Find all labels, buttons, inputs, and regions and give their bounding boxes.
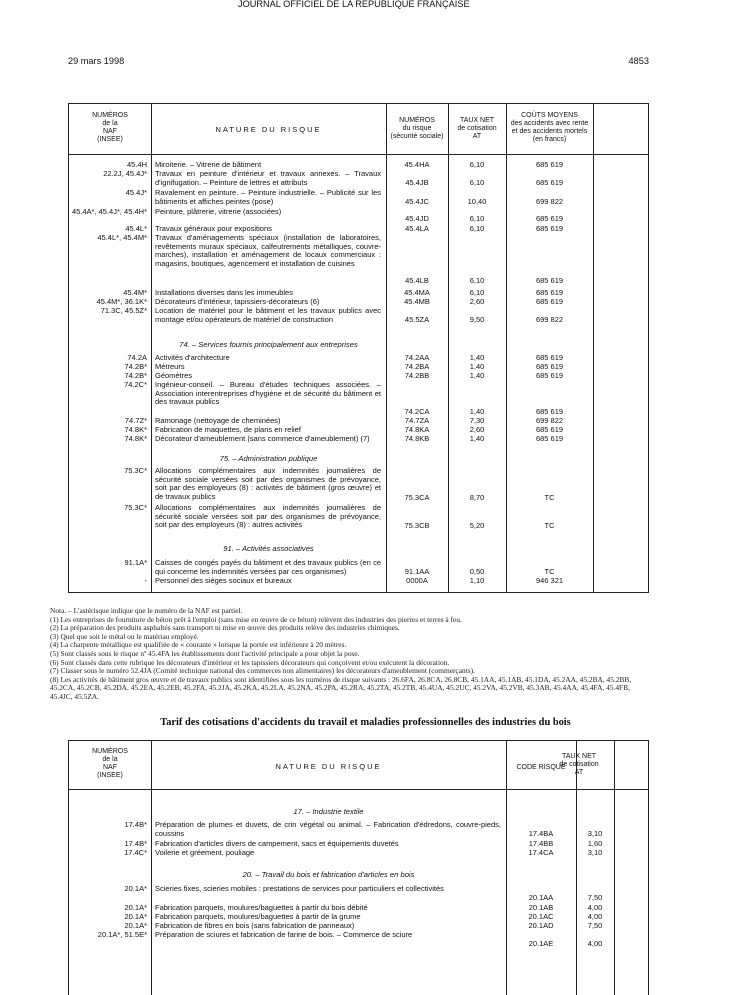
risk-code: 20.1AC [528, 912, 554, 921]
section-heading: 91. – Activités associatives [223, 544, 314, 553]
risk-number: 74.2BB [404, 371, 430, 380]
risk-number: 45.4HA [404, 160, 430, 169]
average-cost: TC [544, 567, 555, 576]
rate-value: 2,60 [469, 425, 485, 434]
naf-number: - [144, 576, 147, 585]
risk-number: 45.4JC [405, 197, 429, 206]
table-row [69, 170, 648, 188]
rate-value: 7,50 [587, 921, 603, 930]
risk-code: 20.1AD [528, 921, 554, 930]
risk-description: Miroiterie. – Vitrerie de bâtiment [155, 160, 262, 169]
risk-number: 45.4MA [404, 288, 430, 297]
risk-description: Ravalement en peinture. – Peinture industrielle. – Publicité sur les bâtiments et affiches peintes (pose) [155, 188, 381, 206]
table-row [69, 849, 648, 858]
rate-value: 4,00 [587, 939, 603, 948]
footnote: Nota. – L'astérisque indique que le numéro de la NAF est partiel. [50, 606, 243, 615]
footnotes [50, 607, 653, 702]
average-cost: 699 822 [535, 315, 564, 324]
average-cost: 685 619 [535, 362, 564, 371]
risk-description: Fabrication de fibres en bois (sans fabrication de panneaux) [155, 921, 355, 930]
table-row [69, 885, 648, 903]
average-cost: 685 619 [535, 371, 564, 380]
risk-description: Travaux d'aménagements spéciaux (installation de laboratoires, revêtements muraux spéciaux, calfeutrements métalliques, couvre-marches), installation et aménagement de locaux commerciaux : magasins, boutiques, agencement et installation de cuisines [155, 233, 381, 268]
table-row [69, 381, 648, 417]
risk-description: Personnel des sièges sociaux et bureaux [155, 576, 292, 585]
risk-number: 45.5ZA [404, 315, 430, 324]
section-heading: 17. – Industrie textile [293, 807, 364, 816]
risk-code: 20.1AA [528, 893, 554, 902]
risk-code: 20.1AE [528, 939, 554, 948]
table-row [69, 931, 648, 949]
risk-description: Décorateurs d'intérieur, tapissiers-décorateurs (6) [155, 297, 320, 306]
naf-number: 74.2A [127, 353, 147, 362]
rate-value: 8,70 [469, 493, 485, 502]
risk-number: 75.3CB [404, 521, 430, 530]
average-cost: 685 619 [535, 160, 564, 169]
naf-number: 17.4B* [124, 820, 147, 829]
footnote: (7) Classer sous le numéro 52.4JA (Comité technique national des commerces non alimentaires) les décorateurs d'ameublement (commerçants). [50, 666, 475, 676]
footnote: (2) La préparation des produits asphaltés sans transport ni mise en œuvre des produits relève des industries chimiques. [50, 623, 400, 633]
naf-number: 45.4M*, 36.1K* [96, 297, 147, 306]
naf-number: 75.3C* [124, 466, 147, 475]
section-heading: 74. – Services fournis principalement aux entreprises [179, 340, 358, 349]
average-cost: 685 619 [535, 288, 564, 297]
naf-number: 74.2C* [124, 380, 147, 389]
rate-value: 1,40 [469, 371, 485, 380]
risk-description: Peinture, plâtrerie, vitrerie (associées) [155, 207, 282, 216]
rate-value: 7,30 [469, 416, 485, 425]
rate-value: 9,50 [469, 315, 485, 324]
risk-description: Ingénieur-conseil. – Bureau d'études techniques associées. – Association interentreprises d'hygiène et de sécurité du bâtiment et des travaux publics [155, 380, 381, 407]
naf-number: 20.1A*, 51.5E* [97, 930, 147, 939]
rate-value: 6,10 [469, 288, 485, 297]
risk-description: Allocations complémentaires aux indemnités journalières de sécurité sociale versées soit par des organismes de prévoyance, soit par des employeurs (8) : autres activités [155, 503, 381, 530]
col-header-code: CODE RISQUE [516, 764, 566, 771]
table-row [69, 504, 648, 531]
average-cost: 685 619 [535, 407, 564, 416]
risk-number: 45.4MB [404, 297, 430, 306]
naf-number: 74.2B* [124, 371, 147, 380]
header-date: 29 mars 1998 [68, 56, 125, 66]
risk-code: 20.1AB [528, 903, 554, 912]
risk-description: Préparation de sciures et fabrication de farine de bois. – Commerce de sciure [155, 930, 413, 939]
naf-number: 74.7Z* [124, 416, 147, 425]
table-row [69, 559, 648, 577]
col-header-average-cost: COÛTS MOYENS des accidents avec rente et des accidents mortels (en francs) [510, 112, 589, 143]
average-cost: 685 619 [535, 214, 564, 223]
risk-description: Géomètres [155, 371, 193, 380]
risk-code: 17.4BA [528, 829, 554, 838]
risk-description: Installations diverses dans les immeubles [155, 288, 293, 297]
rate-value: 1,60 [587, 839, 603, 848]
rate-value: 10,40 [467, 197, 487, 206]
risk-number: 45.4LA [405, 224, 429, 233]
section-heading: 75. – Administration publique [219, 454, 318, 463]
section-heading: 20. – Travail du bois et fabrication d'articles en bois [242, 870, 415, 879]
table-row [69, 577, 648, 586]
average-cost: TC [544, 493, 555, 502]
risk-description: Voilerie et gréement, pouliage [155, 848, 255, 857]
header-journal: JOURNAL OFFICIEL DE LA RÉPUBLIQUE FRANÇAISE [238, 0, 470, 9]
risk-number: 45.4LB [405, 276, 429, 285]
footnote: (8) Les activités de bâtiment gros œuvre et de travaux publics sont identifiées sous les numéros de risque suivants : 26.6FA, 26.8CA, 26.8CB, 45.1AA, 45.1AB, 45.1DA, 45.2AA, 45.2BA, 45.2BB, 45.2CA, 45.2CB, 45.2DA, 45.2EA, 45.2EB, 45.2FA, 45.2JA, 45.2KA, 45.2LA, 45.2NA, 45.2PA, 45.2RA, 45.2TA, 45.2TB, 45.4UA, 45.2UC, 45.2VA, 45.2VB, 45.3AB, 45.4AA, 45.4FA, 45.4FB, 45.4JC, 45.5ZA. [50, 674, 632, 701]
risk-description: Fabrication de maquettes, de plans en relief [155, 425, 301, 434]
section-title-wood: Tarif des cotisations d'accidents du travail et maladies professionnelles des industries du bois [160, 717, 571, 728]
risk-description: Préparation de plumes et duvets, de crin végétal ou animal. – Fabrication d'édredons, couvre-pieds, coussins [155, 820, 501, 838]
rate-value: 7,50 [587, 893, 603, 902]
risk-table-building [68, 103, 649, 593]
risk-number: 45.4JB [405, 178, 429, 187]
rate-value: 0,50 [469, 567, 485, 576]
naf-number: 45.4M* [123, 288, 147, 297]
risk-code: 17.4BB [528, 839, 554, 848]
average-cost: 685 619 [535, 297, 564, 306]
average-cost: 685 619 [535, 276, 564, 285]
table-row [69, 208, 648, 224]
risk-description: Ramonage (nettoyage de cheminées) [155, 416, 281, 425]
rate-value: 1,10 [469, 576, 485, 585]
risk-number: 74.8KB [404, 434, 430, 443]
risk-number: 0000A [406, 576, 428, 585]
average-cost: TC [544, 521, 555, 530]
risk-description: Décorateur d'ameublement (sans commerce d'ameublement) (7) [155, 434, 370, 443]
table-row [69, 821, 648, 839]
risk-table-wood [68, 740, 649, 995]
naf-number: 22.2J, 45.4J* [103, 169, 147, 178]
footnote: (3) Quel que soit le métal ou le matériau employé. [50, 631, 199, 641]
footnote: (4) La charpente métallique est qualifiée de « courante » lorsque la portée est inférieure à 20 mètres. [50, 640, 347, 650]
risk-description: Scieries fixes, scieries mobiles : prestations de services pour particuliers et collectivités [155, 884, 444, 893]
naf-number: 20.1A* [124, 884, 147, 893]
risk-description: Travaux généraux pour expositions [155, 224, 272, 233]
average-cost: 699 822 [535, 197, 564, 206]
rate-value: 6,10 [469, 276, 485, 285]
naf-number: 91.1A* [124, 558, 147, 567]
rate-value: 3,10 [587, 829, 603, 838]
average-cost: 685 619 [535, 224, 564, 233]
average-cost: 685 619 [535, 425, 564, 434]
col-header-nature: NATURE DU RISQUE [215, 125, 322, 134]
average-cost: 699 822 [535, 416, 564, 425]
risk-number: 74.2CA [404, 407, 430, 416]
naf-number: 45.4L*, 45.4M* [97, 233, 147, 242]
naf-number: 17.4B* [124, 839, 147, 848]
risk-description: Métreurs [155, 362, 185, 371]
naf-number: 71.3C, 45.5Z* [100, 306, 147, 315]
naf-number: 20.1A* [124, 903, 147, 912]
col-header-naf: NUMÉROS de la NAF (INSEE) [92, 112, 128, 143]
risk-description: Fabrication d'articles divers de campement, sacs et équipements duvetés [155, 839, 399, 848]
naf-number: 74.8K* [124, 425, 147, 434]
rate-value: 5,20 [469, 521, 485, 530]
naf-number: 45.4A*, 45.4J*, 45.4H* [71, 207, 147, 216]
naf-number: 20.1A* [124, 912, 147, 921]
risk-number: 74.8KA [404, 425, 430, 434]
naf-number: 45.4H [126, 160, 147, 169]
col-header-naf: NUMÉROS de la NAF (INSEE) [92, 748, 128, 779]
table-row [69, 234, 648, 286]
rate-value: 1,40 [469, 407, 485, 416]
footnote: (5) Sont classés sous le risque nº 45.4FA les établissements dont l'activité principale a pour objet la pose. [50, 648, 360, 658]
rate-value: 3,10 [587, 848, 603, 857]
risk-number: 91.1AA [404, 567, 430, 576]
risk-description: Fabrication parquets, moulures/baguettes à partir du bois débité [155, 903, 368, 912]
col-header-rate: TAUX NET de cotisation AT [559, 753, 599, 776]
naf-number: 45.4J* [125, 188, 147, 197]
risk-description: Travaux en peinture d'intérieur et travaux annexes. – Travaux d'ignifugation. – Peinture de lettres et attributs [155, 169, 381, 187]
rate-value: 1,40 [469, 434, 485, 443]
risk-code: 17.4CA [528, 848, 554, 857]
header-page-number: 4853 [628, 56, 649, 66]
average-cost: 685 619 [535, 434, 564, 443]
risk-description: Caisses de congés payés du bâtiment et des travaux publics (en ce qui concerne les indemnités versées par ces organismes) [155, 558, 381, 576]
rate-value: 6,10 [469, 224, 485, 233]
naf-number: 74.8K* [124, 434, 147, 443]
risk-number: 74.2AA [404, 353, 430, 362]
naf-number: 45.4L* [125, 224, 147, 233]
risk-description: Activités d'architecture [155, 353, 230, 362]
footnote: (1) Les entreprises de fourniture de béton prêt à l'emploi (sans mise en œuvre de ce béton) relèvent des industries des pierres et terres à feu. [50, 614, 462, 624]
risk-number: 75.3CA [404, 493, 430, 502]
rate-value: 4,00 [587, 912, 603, 921]
rate-value: 2,60 [469, 297, 485, 306]
naf-number: 20.1A* [124, 921, 147, 930]
risk-description: Location de matériel pour le bâtiment et les travaux publics avec montage et/ou opérateurs de matériel de construction [155, 306, 381, 324]
col-header-rate: TAUX NET de cotisation AT [457, 117, 497, 140]
naf-number: 74.2B* [124, 362, 147, 371]
average-cost: 946 321 [535, 576, 564, 585]
rate-value: 6,10 [469, 214, 485, 223]
risk-number: 74.2BA [404, 362, 430, 371]
risk-description: Allocations complémentaires aux indemnités journalières de sécurité sociale versées soit par des organismes de prévoyance, soit par des employeurs (8) : activités de bâtiment (gros œuvre) et de travaux publics [155, 466, 381, 501]
average-cost: 685 619 [535, 353, 564, 362]
col-header-risk-number: NUMÉROS du risque (sécurité sociale) [390, 117, 444, 140]
rate-value: 6,10 [469, 178, 485, 187]
table-row [69, 435, 648, 444]
risk-number: 45.4JD [405, 214, 429, 223]
average-cost: 685 619 [535, 178, 564, 187]
table-row [69, 307, 648, 325]
col-header-nature: NATURE DU RISQUE [275, 762, 382, 771]
naf-number: 75.3C* [124, 503, 147, 512]
rate-value: 1,40 [469, 353, 485, 362]
naf-number: 17.4C* [124, 848, 147, 857]
table-row [69, 189, 648, 207]
table-row [69, 467, 648, 503]
footnote: (6) Sont classés dans cette rubrique les décorateurs d'intérieur et les tapissiers décorateurs qui conçoivent et/ou exécutent la décoration. [50, 657, 450, 667]
risk-description: Fabrication parquets, moulures/baguettes à partir de la grume [155, 912, 361, 921]
rate-value: 4,00 [587, 903, 603, 912]
rate-value: 1,40 [469, 362, 485, 371]
rate-value: 6,10 [469, 160, 485, 169]
risk-number: 74.7ZA [404, 416, 430, 425]
